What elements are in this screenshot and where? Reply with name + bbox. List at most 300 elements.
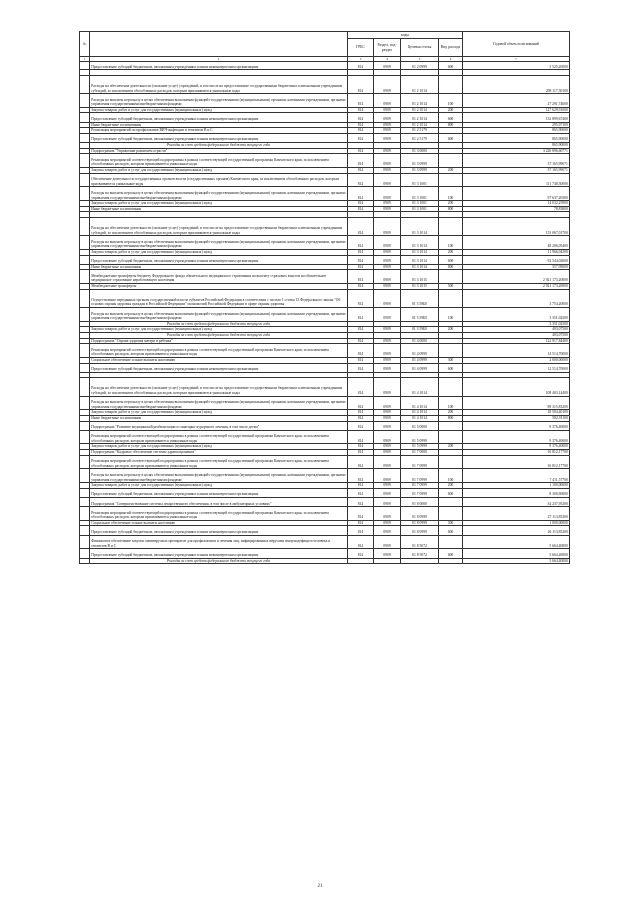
row-name: Подпрограмма "Развитие медицинской реабилитации и санаторно-курортного лечения, в том числе детям" bbox=[90, 421, 348, 430]
row-name: Предоставление субсидий бюджетным, автономным учреждениям и иным некоммерческим организациям bbox=[90, 526, 348, 535]
row-number bbox=[80, 173, 90, 187]
colnum-1: 1 bbox=[80, 57, 90, 62]
row-name: Подпрограмма "Кадровое обеспечение системы здравоохранения" bbox=[90, 450, 348, 456]
row-number bbox=[80, 113, 90, 122]
row-grbs: 814 bbox=[348, 270, 374, 284]
row-amount: 14 514,70000 bbox=[463, 344, 570, 358]
row-cel: 01 4 0999 bbox=[401, 357, 439, 363]
table-row bbox=[80, 255, 570, 264]
row-razdel: 0909 bbox=[374, 455, 401, 469]
row-cel: 01 4 1014 bbox=[401, 396, 439, 410]
row-cel: 01 2 1014 bbox=[401, 122, 439, 128]
row-razdel: 0909 bbox=[374, 396, 401, 410]
row-cel: 01 7 0999 bbox=[401, 488, 439, 497]
row-vid bbox=[439, 378, 463, 396]
row-number bbox=[80, 421, 90, 430]
row-razdel: 0909 bbox=[374, 357, 401, 363]
row-razdel: 0909 bbox=[374, 62, 401, 70]
row-grbs: 814 bbox=[348, 421, 374, 430]
row-name: Иные бюджетные ассигнования bbox=[90, 415, 348, 421]
row-name: Расходы за счет средств федерального бюджета текущего года bbox=[90, 321, 348, 327]
row-grbs: 814 bbox=[348, 430, 374, 444]
row-grbs: 814 bbox=[348, 154, 374, 168]
row-vid bbox=[439, 455, 463, 469]
row-name: Финансовое обеспечение закупок антивирусных препаратов для профилактики и лечения лиц, инфицированных вирусами иммунодефицита человека и гепатитов В и С bbox=[90, 535, 348, 549]
row-amount: 127 629,91000 bbox=[463, 107, 570, 113]
row-amount: 295,97100 bbox=[463, 122, 570, 128]
row-vid: 100 bbox=[439, 396, 463, 410]
row-razdel: 0909 bbox=[374, 289, 401, 307]
row-cel: 01 2 1014 bbox=[401, 113, 439, 122]
row-vid: 500 bbox=[439, 284, 463, 290]
row-razdel: 0909 bbox=[374, 327, 401, 333]
row-vid: 600 bbox=[439, 113, 463, 122]
row-name: Закупка товаров, работ и услуг для государственных (муниципальных) нужд bbox=[90, 167, 348, 173]
row-grbs: 814 bbox=[348, 206, 374, 212]
row-name: Расходы на выплаты персоналу в целях обеспечения выполнения функций государственными (муниципальными) органами, казенными учреждениями, органами управления государственными внебюджетными фондами bbox=[90, 94, 348, 108]
row-amount: 298 117,30100 bbox=[463, 75, 570, 93]
row-razdel: 0909 bbox=[374, 236, 401, 250]
row-cel: 01 3 1014 bbox=[401, 217, 439, 235]
row-number bbox=[80, 488, 90, 497]
row-grbs: 814 bbox=[348, 338, 374, 344]
row-number bbox=[80, 549, 90, 558]
row-vid: 800 bbox=[439, 415, 463, 421]
row-vid: 200 bbox=[439, 107, 463, 113]
row-grbs: 814 bbox=[348, 344, 374, 358]
row-cel: 01 3 59Б0 bbox=[401, 327, 439, 333]
row-number bbox=[80, 396, 90, 410]
row-grbs: 814 bbox=[348, 167, 374, 173]
row-vid bbox=[439, 535, 463, 549]
row-grbs: 814 bbox=[348, 357, 374, 363]
row-grbs: 814 bbox=[348, 396, 374, 410]
row-grbs: 814 bbox=[348, 507, 374, 521]
row-name: Иные бюджетные ассигнования bbox=[90, 206, 348, 212]
row-razdel: 0909 bbox=[374, 187, 401, 201]
row-vid: 300 bbox=[439, 357, 463, 363]
row-cel: 01 4 1014 bbox=[401, 415, 439, 421]
row-vid bbox=[439, 289, 463, 307]
row-number bbox=[80, 378, 90, 396]
row-vid: 200 bbox=[439, 483, 463, 489]
row-amount: 1 100,00000 bbox=[463, 483, 570, 489]
row-cel: 01 5 0999 bbox=[401, 444, 439, 450]
row-name: Социальное обеспечение и иные выплаты населению bbox=[90, 357, 348, 363]
row-number bbox=[80, 75, 90, 93]
row-name: Подпрограмма "Управление развитием отрасли" bbox=[90, 148, 348, 154]
row-razdel: 0909 bbox=[374, 488, 401, 497]
row-cel: 01 3 1015 bbox=[401, 270, 439, 284]
row-cel: 01 4 1014 bbox=[401, 410, 439, 416]
row-number bbox=[80, 363, 90, 372]
row-vid bbox=[439, 421, 463, 430]
table-row bbox=[80, 173, 570, 187]
row-razdel: 0909 bbox=[374, 410, 401, 416]
table-row bbox=[80, 488, 570, 497]
colnum-3: 3 bbox=[348, 57, 374, 62]
row-grbs: 814 bbox=[348, 308, 374, 322]
row-grbs: 814 bbox=[348, 75, 374, 93]
row-vid: 600 bbox=[439, 549, 463, 558]
row-number bbox=[80, 455, 90, 469]
row-razdel: 0909 bbox=[374, 217, 401, 235]
row-name: Закупка товаров, работ и услуг для государственных (муниципальных) нужд bbox=[90, 107, 348, 113]
row-amount: 403,07500 bbox=[463, 332, 570, 338]
row-vid bbox=[439, 430, 463, 444]
row-cel: 01 3 1015 bbox=[401, 284, 439, 290]
row-amount: 403,07500 bbox=[463, 327, 570, 333]
row-razdel: 0909 bbox=[374, 148, 401, 154]
table-row bbox=[80, 217, 570, 235]
row-amount: 9 376,40000 bbox=[463, 444, 570, 450]
row-number bbox=[80, 526, 90, 535]
table-row bbox=[80, 94, 570, 108]
col-header-name bbox=[90, 32, 348, 57]
row-vid: 600 bbox=[439, 255, 463, 264]
row-amount: 78,83800 bbox=[463, 206, 570, 212]
row-grbs: 814 bbox=[348, 94, 374, 108]
row-grbs: 814 bbox=[348, 289, 374, 307]
colnum-2: 2 bbox=[90, 57, 348, 62]
row-grbs: 814 bbox=[348, 201, 374, 207]
page-number: 21 bbox=[317, 884, 323, 889]
row-name: Обеспечение деятельности государственных органов власти (государственных органов) Камчатского края, за исключением обособленных расходов, которым присваиваются уникальные коды bbox=[90, 173, 348, 187]
col-header-number: № bbox=[80, 32, 90, 57]
row-razdel: 0909 bbox=[374, 154, 401, 168]
row-cel: 01 7 0999 bbox=[401, 483, 439, 489]
row-amount: 27 113,85200 bbox=[463, 507, 570, 521]
row-vid: 100 bbox=[439, 94, 463, 108]
row-amount: 5 525,20000 bbox=[463, 62, 570, 70]
row-amount: 5 664,40000 bbox=[463, 549, 570, 558]
row-vid bbox=[439, 270, 463, 284]
row-vid: 200 bbox=[439, 444, 463, 450]
row-vid: 100 bbox=[439, 236, 463, 250]
row-amount: 11 966,04300 bbox=[463, 249, 570, 255]
row-vid: 200 bbox=[439, 249, 463, 255]
row-grbs: 814 bbox=[348, 450, 374, 456]
row-vid bbox=[439, 507, 463, 521]
row-name: Иные бюджетные ассигнования bbox=[90, 122, 348, 128]
row-cel: 01 3 0999 bbox=[401, 167, 439, 173]
row-razdel: 0909 bbox=[374, 75, 401, 93]
row-cel: 01 2 5179 bbox=[401, 133, 439, 142]
row-razdel: 0909 bbox=[374, 507, 401, 521]
row-razdel: 0909 bbox=[374, 249, 401, 255]
row-cel: 01 3 1001 bbox=[401, 187, 439, 201]
row-grbs: 814 bbox=[348, 497, 374, 506]
row-razdel: 0909 bbox=[374, 444, 401, 450]
table-row bbox=[80, 535, 570, 549]
row-razdel: 0909 bbox=[374, 430, 401, 444]
colnum-7: 7 bbox=[463, 57, 570, 62]
row-name: Предоставление субсидий бюджетным, автономным учреждениям и иным некоммерческим организациям bbox=[90, 113, 348, 122]
row-amount: 357,99000 bbox=[463, 264, 570, 270]
row-amount: 89 315,83200 bbox=[463, 396, 570, 410]
row-grbs: 814 bbox=[348, 520, 374, 526]
row-razdel: 0909 bbox=[374, 483, 401, 489]
row-vid bbox=[439, 344, 463, 358]
table-row bbox=[80, 469, 570, 483]
row-amount: 18 504,40100 bbox=[463, 410, 570, 416]
row-number bbox=[80, 344, 90, 358]
row-vid: 300 bbox=[439, 520, 463, 526]
row-number bbox=[80, 217, 90, 235]
table-row bbox=[80, 526, 570, 535]
row-vid: 800 bbox=[439, 206, 463, 212]
table-row bbox=[80, 497, 570, 506]
table-row bbox=[80, 558, 570, 564]
col-header-codes: коды bbox=[348, 32, 463, 39]
row-cel: 01 5 0000 bbox=[401, 421, 439, 430]
row-razdel: 0909 bbox=[374, 497, 401, 506]
table-row bbox=[80, 289, 570, 307]
row-name: Расходы на выплаты персоналу в целях обеспечения выполнения функций государственными (муниципальными) органами, казенными учреждениями, органами управления государственными внебюджетными фондами bbox=[90, 396, 348, 410]
row-name: Осуществление переданных органам государственной власти субъектов Российской Федерации в соответствии с частью 1 статьи 15 Федерального закона "Об основах охраны здоровья граждан в Российской Федерации" полномочий Российской Федерации в сфере охраны здоровья bbox=[90, 289, 348, 307]
row-amount: 92 544,02000 bbox=[463, 255, 570, 264]
row-name: Реализация мероприятий соответствующей подпрограммы в рамках соответствующей государственной программы Камчатского края, за исключением обособленных расходов, которым присваиваются уникальные коды bbox=[90, 154, 348, 168]
row-amount: 97 637,20300 bbox=[463, 187, 570, 201]
row-cel: 01 3 1001 bbox=[401, 173, 439, 187]
col-header-total: Годовой объем ассигнований bbox=[463, 32, 570, 57]
row-name: Реализация мероприятий соответствующей подпрограммы в рамках соответствующей государственной программы Камчатского края, за исключением обособленных расходов, которым присваиваются уникальные коды bbox=[90, 455, 348, 469]
row-grbs: 814 bbox=[348, 526, 374, 535]
col-header-cel: Целевая статья bbox=[401, 39, 439, 57]
row-name: Расходы за счет средств федерального бюджета текущего года bbox=[90, 558, 348, 564]
row-grbs: 814 bbox=[348, 264, 374, 270]
row-vid: 200 bbox=[439, 410, 463, 416]
colnum-5: 5 bbox=[401, 57, 439, 62]
table-row bbox=[80, 378, 570, 396]
row-razdel: 0909 bbox=[374, 526, 401, 535]
row-number bbox=[80, 270, 90, 284]
colnum-4: 4 bbox=[374, 57, 401, 62]
row-amount: 865,90000 bbox=[463, 143, 570, 149]
row-cel: 01 3 59Б0 bbox=[401, 308, 439, 322]
row-vid: 600 bbox=[439, 133, 463, 142]
row-number bbox=[80, 62, 90, 70]
row-razdel: 0909 bbox=[374, 415, 401, 421]
row-amount: 153 067,01700 bbox=[463, 217, 570, 235]
row-cel: 01 2 1014 bbox=[401, 94, 439, 108]
row-vid: 600 bbox=[439, 62, 463, 70]
row-vid: 600 bbox=[439, 488, 463, 497]
row-cel: 01 2 1014 bbox=[401, 107, 439, 113]
row-name: Закупка товаров, работ и услуг для государственных (муниципальных) нужд bbox=[90, 483, 348, 489]
row-grbs: 814 bbox=[348, 255, 374, 264]
row-amount: 122 917,84400 bbox=[463, 338, 570, 344]
row-amount: 37 165,99071 bbox=[463, 154, 570, 168]
row-razdel: 0909 bbox=[374, 128, 401, 134]
table-row bbox=[80, 455, 570, 469]
row-grbs: 814 bbox=[348, 217, 374, 235]
table-row bbox=[80, 396, 570, 410]
row-name: Предоставление субсидий бюджетным, автономным учреждениям и иным некоммерческим организациям bbox=[90, 255, 348, 264]
row-cel: 01 3 0999 bbox=[401, 154, 439, 168]
row-amount: 865,90000 bbox=[463, 128, 570, 134]
col-header-razdel: Раздел, под-раздел bbox=[374, 39, 401, 57]
row-razdel: 0909 bbox=[374, 201, 401, 207]
row-razdel: 0909 bbox=[374, 549, 401, 558]
row-cel: 01 8 0999 bbox=[401, 520, 439, 526]
row-number bbox=[80, 308, 90, 322]
row-vid bbox=[439, 558, 463, 564]
row-cel: 01 4 0999 bbox=[401, 344, 439, 358]
row-razdel: 0909 bbox=[374, 94, 401, 108]
row-name: Расходы на выплаты персоналу в целях обеспечения выполнения функций государственными (муниципальными) органами, казенными учреждениями, органами управления государственными внебюджетными фондами bbox=[90, 308, 348, 322]
row-name: Подпрограмма "Совершенствование системы лекарственного обеспечения, в том числе в амбулаторных условиях" bbox=[90, 497, 348, 506]
row-number bbox=[80, 236, 90, 250]
row-cel: 01 3 1014 bbox=[401, 249, 439, 255]
row-amount: 2 921 173,20000 bbox=[463, 270, 570, 284]
row-name: Расходы на обеспечение деятельности (оказание услуг) учреждений, в том числе на предоставление государственным бюджетным и автономным учреждениям субсидий, за исключением обособленных расходов, которым присваиваются уникальные коды bbox=[90, 217, 348, 235]
row-amount: 9 376,40000 bbox=[463, 430, 570, 444]
row-amount: 16 812,17700 bbox=[463, 450, 570, 456]
row-name: Предоставление субсидий бюджетным, автономным учреждениям и иным некоммерческим организациям bbox=[90, 133, 348, 142]
row-cel: 01 8 0999 bbox=[401, 507, 439, 521]
row-cel: 01 3 0000 bbox=[401, 148, 439, 154]
row-cel: 01 7 0999 bbox=[401, 455, 439, 469]
row-vid: 200 bbox=[439, 167, 463, 173]
row-number bbox=[80, 133, 90, 142]
row-name: Закупка товаров, работ и услуг для государственных (муниципальных) нужд bbox=[90, 444, 348, 450]
row-name: Предоставление субсидий бюджетным, автономным учреждениям и иным некоммерческим организациям bbox=[90, 488, 348, 497]
table-row bbox=[80, 363, 570, 372]
row-cel bbox=[401, 558, 439, 564]
row-cel: 01 2 0999 bbox=[401, 62, 439, 70]
table-row bbox=[80, 133, 570, 142]
row-razdel: 0909 bbox=[374, 133, 401, 142]
row-razdel: 0909 bbox=[374, 284, 401, 290]
row-cel: 01 7 0999 bbox=[401, 469, 439, 483]
row-name: Межбюджетные трансферты бюджету Федерального фонда обязательного медицинского страхования на выплату страховых взносов на обязательное медицинское страхование неработающего населения bbox=[90, 270, 348, 284]
row-grbs: 814 bbox=[348, 113, 374, 122]
row-razdel: 0909 bbox=[374, 421, 401, 430]
row-name: Реализация мероприятий по профилактике ВИЧ-инфекции и гепатитов В и С bbox=[90, 128, 348, 134]
row-grbs: 814 bbox=[348, 148, 374, 154]
row-razdel: 0909 bbox=[374, 113, 401, 122]
row-name: Расходы на выплаты персоналу в целях обеспечения выполнения функций государственными (муниципальными) органами, казенными учреждениями, органами управления государственными внебюджетными фондами bbox=[90, 236, 348, 250]
row-amount: 108 403,14400 bbox=[463, 378, 570, 396]
row-razdel: 0909 bbox=[374, 173, 401, 187]
row-razdel: 0909 bbox=[374, 107, 401, 113]
row-vid bbox=[439, 497, 463, 506]
row-cel: 01 8 0000 bbox=[401, 497, 439, 506]
row-vid: 100 bbox=[439, 187, 463, 201]
row-vid bbox=[439, 173, 463, 187]
row-razdel: 0909 bbox=[374, 535, 401, 549]
row-cel: 01 4 0999 bbox=[401, 363, 439, 372]
row-grbs: 814 bbox=[348, 327, 374, 333]
row-number bbox=[80, 255, 90, 264]
row-amount: 48 206,05400 bbox=[463, 236, 570, 250]
row-grbs: 814 bbox=[348, 549, 374, 558]
row-amount: 3 220 896,60771 bbox=[463, 148, 570, 154]
table-row bbox=[80, 62, 570, 70]
row-name: Расходы на выплаты персоналу в целях обеспечения выполнения функций государственными (муниципальными) органами, казенными учреждениями, органами управления государственными внебюджетными фондами bbox=[90, 469, 348, 483]
row-name: Реализация мероприятий соответствующей подпрограммы в рамках соответствующей государственной программы Камчатского края, за исключением обособленных расходов, которым присваиваются уникальные коды bbox=[90, 507, 348, 521]
row-vid: 600 bbox=[439, 526, 463, 535]
row-number bbox=[80, 289, 90, 307]
row-grbs: 814 bbox=[348, 378, 374, 396]
row-razdel: 0909 bbox=[374, 264, 401, 270]
row-grbs: 814 bbox=[348, 187, 374, 201]
row-razdel: 0909 bbox=[374, 469, 401, 483]
row-cel: 01 8 5072 bbox=[401, 549, 439, 558]
row-cel: 01 3 1001 bbox=[401, 206, 439, 212]
row-vid: 600 bbox=[439, 363, 463, 372]
row-grbs: 814 bbox=[348, 363, 374, 372]
row-vid: 200 bbox=[439, 201, 463, 207]
row-amount: 8 300,60000 bbox=[463, 488, 570, 497]
row-name: Расходы на выплаты персоналу в целях обеспечения выполнения функций государственными (муниципальными) органами, казенными учреждениями, органами управления государственными внебюджетными фондами bbox=[90, 187, 348, 201]
row-grbs: 814 bbox=[348, 128, 374, 134]
row-vid bbox=[439, 75, 463, 93]
row-amount: 12 514,70000 bbox=[463, 363, 570, 372]
row-cel: 01 2 5179 bbox=[401, 128, 439, 134]
row-grbs: 814 bbox=[348, 469, 374, 483]
row-amount: 3 351,02500 bbox=[463, 321, 570, 327]
row-name: Предоставление субсидий бюджетным, автономным учреждениям и иным некоммерческим организациям bbox=[90, 549, 348, 558]
col-header-vid: Вид расхода bbox=[439, 39, 463, 57]
row-vid bbox=[439, 154, 463, 168]
row-razdel: 0909 bbox=[374, 206, 401, 212]
row-grbs: 814 bbox=[348, 133, 374, 142]
row-amount: 582,91100 bbox=[463, 415, 570, 421]
row-name: Межбюджетные трансферты bbox=[90, 284, 348, 290]
row-amount: 132 899,67400 bbox=[463, 113, 570, 122]
row-name: Закупка товаров, работ и услуг для государственных (муниципальных) нужд bbox=[90, 327, 348, 333]
row-amount: 1 000,00000 bbox=[463, 520, 570, 526]
row-amount: 865,90000 bbox=[463, 133, 570, 142]
colnum-6: 6 bbox=[439, 57, 463, 62]
row-vid: 100 bbox=[439, 469, 463, 483]
table-row bbox=[80, 113, 570, 122]
row-grbs: 814 bbox=[348, 488, 374, 497]
row-vid: 800 bbox=[439, 122, 463, 128]
row-amount: 37 165,99071 bbox=[463, 167, 570, 173]
row-vid: 200 bbox=[439, 327, 463, 333]
row-name: Иные бюджетные ассигнования bbox=[90, 264, 348, 270]
row-grbs: 814 bbox=[348, 122, 374, 128]
row-amount: 14 032,25900 bbox=[463, 201, 570, 207]
row-number bbox=[80, 507, 90, 521]
row-cel: 01 3 1014 bbox=[401, 236, 439, 250]
row-cel: 01 5 0999 bbox=[401, 430, 439, 444]
row-cel: 01 8 0999 bbox=[401, 526, 439, 535]
row-cel: 01 3 1001 bbox=[401, 201, 439, 207]
row-grbs bbox=[348, 558, 374, 564]
row-amount: 26 113,85200 bbox=[463, 526, 570, 535]
row-name: Закупка товаров, работ и услуг для государственных (муниципальных) нужд bbox=[90, 249, 348, 255]
table-row bbox=[80, 344, 570, 358]
row-name: Расходы за счет средств федерального бюджета текущего года bbox=[90, 143, 348, 149]
row-razdel: 0909 bbox=[374, 167, 401, 173]
row-number bbox=[80, 497, 90, 506]
row-grbs: 814 bbox=[348, 173, 374, 187]
table-row bbox=[80, 430, 570, 444]
row-name: Закупка товаров, работ и услуг для государственных (муниципальных) нужд bbox=[90, 410, 348, 416]
table-row bbox=[80, 187, 570, 201]
row-grbs: 814 bbox=[348, 284, 374, 290]
table-row bbox=[80, 421, 570, 430]
row-amount: 9 376,40000 bbox=[463, 421, 570, 430]
table-row bbox=[80, 75, 570, 93]
row-cel: 01 3 1014 bbox=[401, 264, 439, 270]
table-row bbox=[80, 549, 570, 558]
row-cel: 01 4 0000 bbox=[401, 338, 439, 344]
